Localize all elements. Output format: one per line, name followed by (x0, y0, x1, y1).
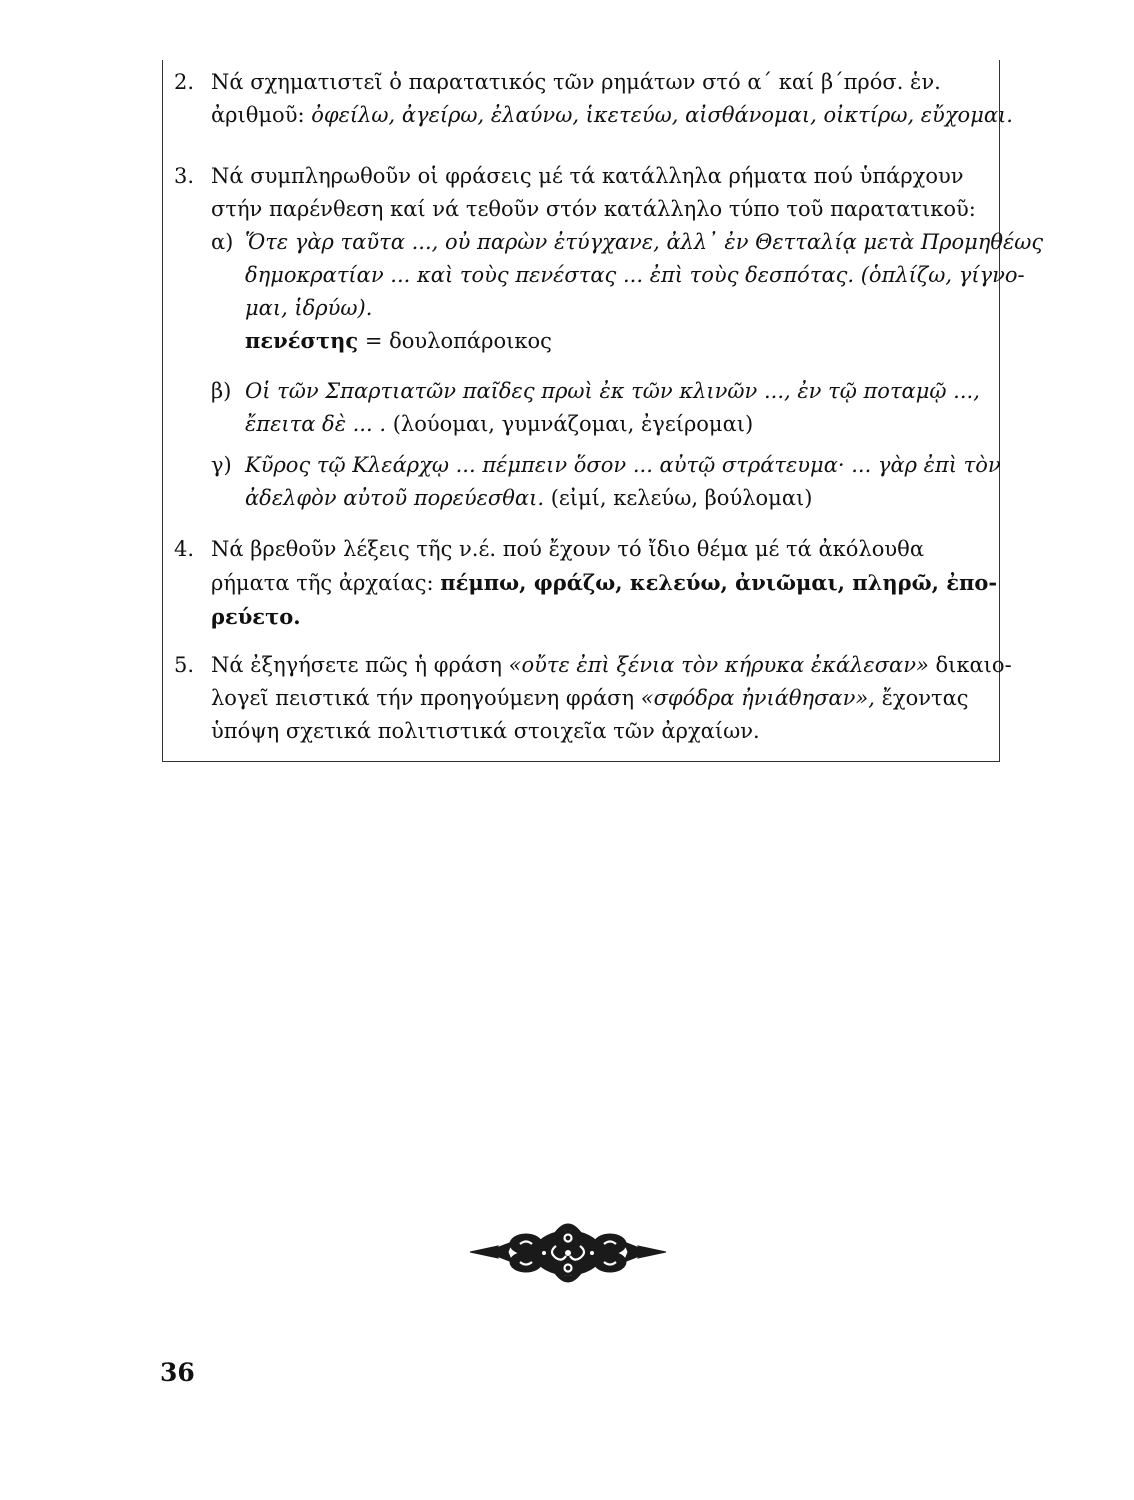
verb-list: ρεύετο. (211, 604, 301, 629)
exercise-5 (174, 649, 1012, 748)
exercise-3c (211, 449, 1001, 515)
floral-ornament-icon (468, 1216, 668, 1288)
greek-passage: Ὅτε γὰρ ταῦτα ..., οὐ παρὼν ἐτύγχανε, ἀλλ᾽ ἐν Θετταλίᾳ μετὰ Προμηθέως (245, 230, 1044, 254)
quoted-phrase: «οὔτε ἐπὶ ξένια τὸν κήρυκα ἐκάλεσαν» (508, 653, 929, 677)
exercise-3a (211, 226, 1044, 325)
gloss: πενέστης = δουλοπάροικος (245, 328, 552, 353)
sub-label: β) (211, 379, 232, 403)
sub-label: α) (211, 230, 234, 254)
exercise-number: 5. (174, 653, 195, 677)
exercise-text: στήν παρένθεση καί νά τεθοῦν στόν κατάλληλο τύπο τοῦ παρατατικοῦ: (211, 197, 976, 221)
gloss-definition: δουλοπάροικος (389, 329, 552, 353)
greek-passage: ἔπειτα δὲ ... . (λούομαι, γυμνάζομαι, ἐγείρομαι) (245, 412, 754, 436)
sub-label: γ) (211, 453, 232, 477)
exercise-text: Νά ἐξηγήσετε πῶς ἡ φράση «οὔτε ἐπὶ ξένια τὸν κήρυκα ἐκάλεσαν» δικαιο- (211, 653, 1012, 677)
quoted-phrase: «σφόδρα ἠνιάθησαν», (640, 686, 875, 710)
greek-passage: μαι, ἱδρύω). (245, 296, 373, 320)
page-number: 36 (160, 1358, 195, 1387)
gloss-term: πενέστης (245, 328, 359, 353)
exercise-3b (211, 375, 991, 441)
exercise-number: 3. (174, 164, 195, 188)
exercise-text: ἀριθμοῦ: ὀφείλω, ἀγείρω, ἐλαύνω, ἱκετεύω, αἰσθάνομαι, οἰκτίρω, εὔχομαι. (211, 103, 1013, 127)
exercise-text: Νά συμπληρωθοῦν οἱ φράσεις μέ τά κατάλληλα ρήματα πού ὑπάρχουν (211, 164, 964, 188)
exercise-text: ρήματα τῆς ἀρχαίας: πέμπω, φράζω, κελεύω, ἀνιῶμαι, πληρῶ, ἐπο- (211, 570, 998, 595)
exercise-4 (174, 533, 998, 633)
exercise-number: 4. (174, 537, 195, 561)
greek-passage: δημοκρατίαν ... καὶ τοὺς πενέστας ... ἐπὶ τοὺς δεσπότας. (ὁπλίζω, γίγνο- (245, 263, 1025, 287)
greek-passage: Κῦρος τῷ Κλεάρχῳ ... πέμπειν ὅσον ... αὐτῷ στράτευμα· ... γὰρ ἐπὶ τὸν (245, 453, 1001, 477)
verb-list: ὀφείλω, ἀγείρω, ἐλαύνω, ἱκετεύω, αἰσθάνομαι, οἰκτίρω, εὔχομαι. (311, 103, 1013, 127)
exercise-number: 2. (174, 70, 195, 94)
exercise-text: Νά σχηματιστεῖ ὁ παρατατικός τῶν ρημάτων στό α΄ καί β΄πρόσ. ἑν. (211, 70, 941, 94)
exercise-text: Νά βρεθοῦν λέξεις τῆς ν.έ. πού ἔχουν τό ἴδιο θέμα μέ τά ἀκόλουθα (211, 537, 924, 561)
exercise-text: ὑπόψη σχετικά πολιτιστικά στοιχεῖα τῶν ἀρχαίων. (211, 719, 760, 743)
exercise-text: λογεῖ πειστικά τήν προηγούμενη φράση «σφόδρα ἠνιάθησαν», ἔχοντας (211, 686, 969, 710)
verb-list: πέμπω, φράζω, κελεύω, ἀνιῶμαι, πληρῶ, ἐπο- (440, 570, 998, 595)
greek-passage: ἀδελφὸν αὐτοῦ πορεύεσθαι. (εἰμί, κελεύω, βούλομαι) (245, 486, 813, 510)
exercise-3 (174, 160, 990, 226)
greek-passage: Οἱ τῶν Σπαρτιατῶν παῖδες πρωὶ ἐκ τῶν κλινῶν ..., ἐν τῷ ποταμῷ ..., (245, 379, 980, 403)
exercise-2 (174, 66, 1013, 132)
